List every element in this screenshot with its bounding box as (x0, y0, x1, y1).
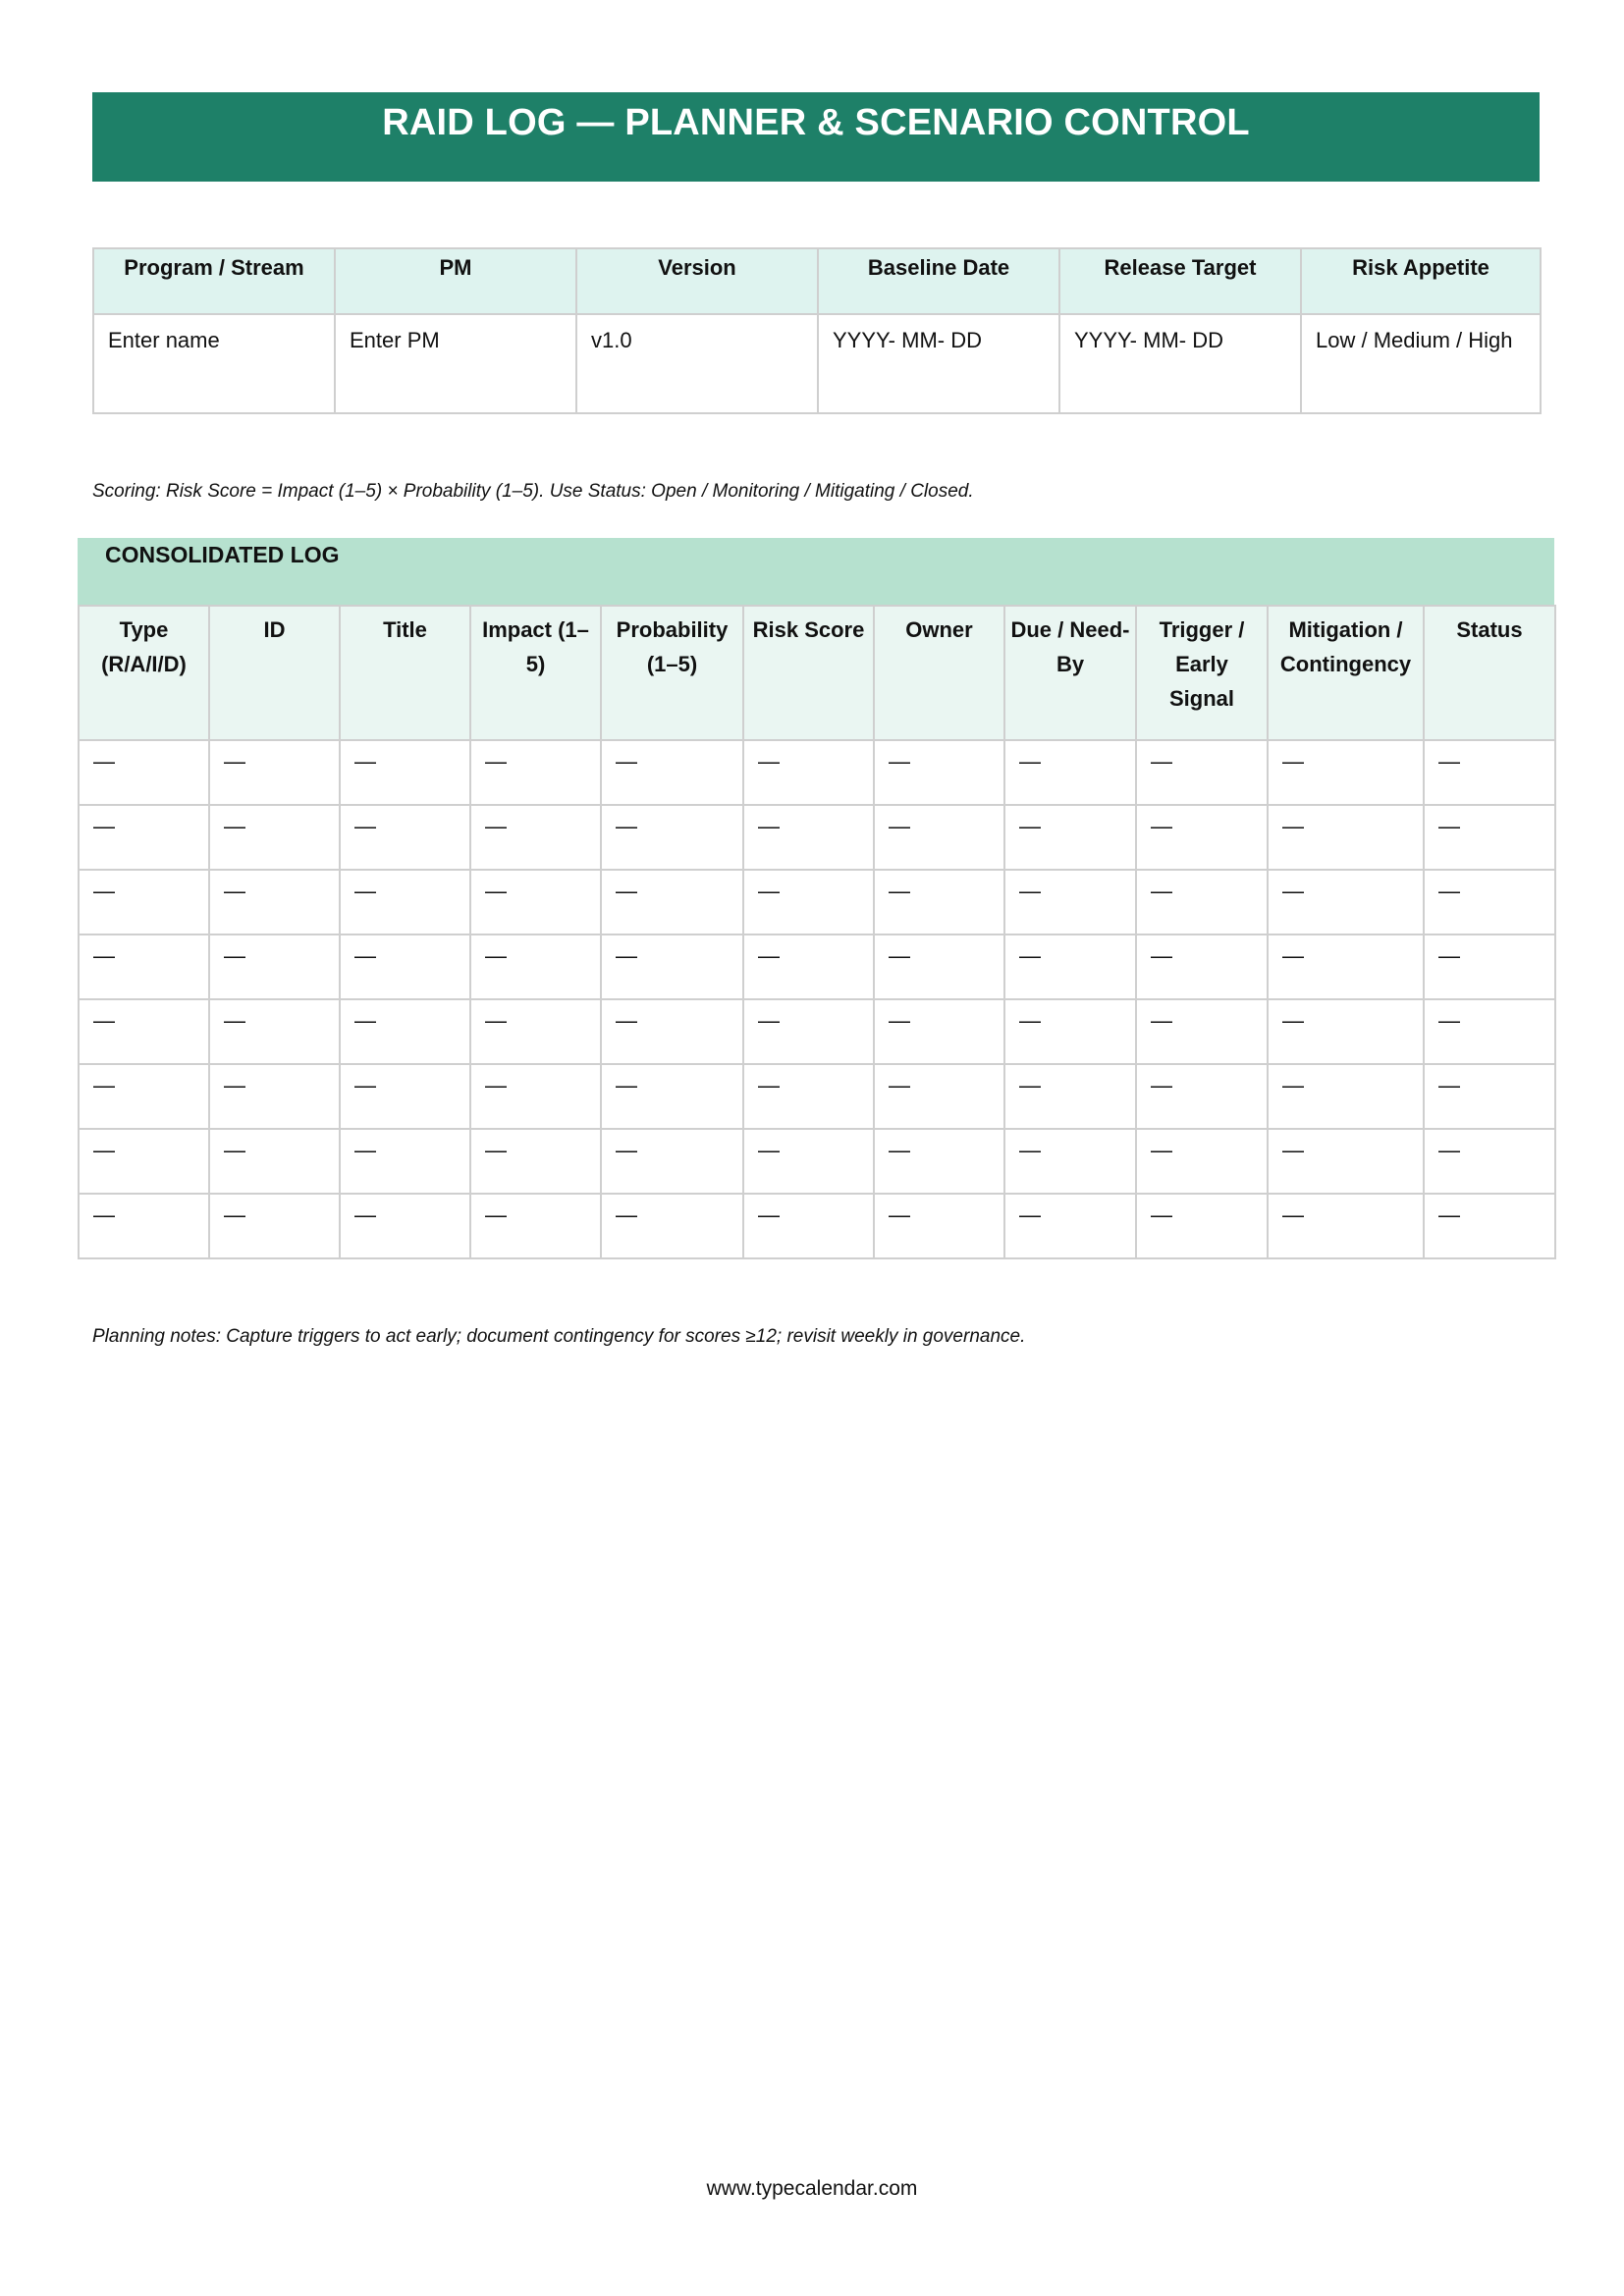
log-cell-mitigation-contingency[interactable]: — (1268, 1064, 1424, 1129)
log-cell-trigger-early-signal[interactable]: — (1136, 999, 1268, 1064)
log-cell-status[interactable]: — (1424, 1064, 1555, 1129)
scoring-note: Scoring: Risk Score = Impact (1–5) × Probability (1–5). Use Status: Open / Monitoring / Mitigating / Closed. (92, 481, 974, 502)
log-cell-title[interactable]: — (340, 805, 470, 870)
meta-value-row (93, 314, 1541, 413)
log-cell-impact[interactable]: — (470, 1129, 601, 1194)
log-cell-id[interactable]: — (209, 805, 340, 870)
table-row (79, 1129, 1555, 1194)
log-cell-mitigation-contingency[interactable]: — (1268, 1129, 1424, 1194)
log-cell-mitigation-contingency[interactable]: — (1268, 870, 1424, 934)
log-cell-probability[interactable]: — (601, 1194, 743, 1258)
log-cell-type[interactable]: — (79, 999, 209, 1064)
log-cell-impact[interactable]: — (470, 934, 601, 999)
log-cell-type[interactable]: — (79, 805, 209, 870)
log-cell-title[interactable]: — (340, 1064, 470, 1129)
log-cell-title[interactable]: — (340, 870, 470, 934)
log-cell-due-need-by[interactable]: — (1004, 1129, 1136, 1194)
release-target-field[interactable]: YYYY- MM- DD (1059, 314, 1301, 413)
table-row (79, 870, 1555, 934)
log-cell-status[interactable]: — (1424, 1129, 1555, 1194)
log-cell-status[interactable]: — (1424, 740, 1555, 805)
log-cell-id[interactable]: — (209, 1194, 340, 1258)
log-cell-trigger-early-signal[interactable]: — (1136, 934, 1268, 999)
log-cell-owner[interactable]: — (874, 1194, 1004, 1258)
log-cell-owner[interactable]: — (874, 740, 1004, 805)
log-cell-impact[interactable]: — (470, 999, 601, 1064)
log-cell-impact[interactable]: — (470, 1194, 601, 1258)
log-cell-due-need-by[interactable]: — (1004, 805, 1136, 870)
log-cell-risk-score[interactable]: — (743, 870, 874, 934)
log-cell-type[interactable]: — (79, 1129, 209, 1194)
log-cell-type[interactable]: — (79, 934, 209, 999)
table-row (79, 1194, 1555, 1258)
log-cell-trigger-early-signal[interactable]: — (1136, 805, 1268, 870)
log-cell-mitigation-contingency[interactable]: — (1268, 999, 1424, 1064)
log-cell-id[interactable]: — (209, 870, 340, 934)
log-cell-type[interactable]: — (79, 1064, 209, 1129)
log-cell-probability[interactable]: — (601, 999, 743, 1064)
log-header-type: Type (R/A/I/D) (79, 606, 209, 740)
page-title: RAID LOG — PLANNER & SCENARIO CONTROL (92, 92, 1540, 182)
log-header-mitigation-contingency: Mitigation / Contingency (1268, 606, 1424, 740)
log-cell-status[interactable]: — (1424, 1194, 1555, 1258)
log-cell-owner[interactable]: — (874, 934, 1004, 999)
log-cell-mitigation-contingency[interactable]: — (1268, 934, 1424, 999)
log-cell-impact[interactable]: — (470, 740, 601, 805)
log-cell-title[interactable]: — (340, 1194, 470, 1258)
log-header-owner: Owner (874, 606, 1004, 740)
log-cell-risk-score[interactable]: — (743, 805, 874, 870)
log-cell-probability[interactable]: — (601, 805, 743, 870)
log-header-status: Status (1424, 606, 1555, 740)
log-cell-due-need-by[interactable]: — (1004, 1064, 1136, 1129)
log-cell-trigger-early-signal[interactable]: — (1136, 1129, 1268, 1194)
log-cell-risk-score[interactable]: — (743, 1064, 874, 1129)
log-cell-due-need-by[interactable]: — (1004, 870, 1136, 934)
table-row (79, 740, 1555, 805)
log-header-id: ID (209, 606, 340, 740)
log-cell-probability[interactable]: — (601, 1129, 743, 1194)
log-header-trigger-early-signal: Trigger / Early Signal (1136, 606, 1268, 740)
log-cell-probability[interactable]: — (601, 870, 743, 934)
log-header-row (79, 606, 1555, 740)
log-cell-impact[interactable]: — (470, 1064, 601, 1129)
log-cell-id[interactable]: — (209, 740, 340, 805)
log-cell-due-need-by[interactable]: — (1004, 934, 1136, 999)
version-field[interactable]: v1.0 (576, 314, 818, 413)
table-row (79, 999, 1555, 1064)
log-cell-status[interactable]: — (1424, 999, 1555, 1064)
log-cell-status[interactable]: — (1424, 805, 1555, 870)
log-cell-trigger-early-signal[interactable]: — (1136, 1064, 1268, 1129)
log-cell-owner[interactable]: — (874, 1129, 1004, 1194)
meta-header-release-target: Release Target (1059, 248, 1301, 314)
log-header-due-need-by: Due / Need- By (1004, 606, 1136, 740)
log-cell-trigger-early-signal[interactable]: — (1136, 1194, 1268, 1258)
log-cell-id[interactable]: — (209, 934, 340, 999)
log-cell-probability[interactable]: — (601, 1064, 743, 1129)
log-cell-owner[interactable]: — (874, 870, 1004, 934)
log-cell-mitigation-contingency[interactable]: — (1268, 1194, 1424, 1258)
log-header-title: Title (340, 606, 470, 740)
log-cell-type[interactable]: — (79, 740, 209, 805)
log-cell-due-need-by[interactable]: — (1004, 1194, 1136, 1258)
log-cell-mitigation-contingency[interactable]: — (1268, 805, 1424, 870)
log-cell-id[interactable]: — (209, 999, 340, 1064)
table-row (79, 805, 1555, 870)
log-cell-risk-score[interactable]: — (743, 999, 874, 1064)
log-cell-owner[interactable]: — (874, 999, 1004, 1064)
risk-appetite-field[interactable]: Low / Medium / High (1301, 314, 1541, 413)
log-cell-risk-score[interactable]: — (743, 740, 874, 805)
log-cell-status[interactable]: — (1424, 934, 1555, 999)
log-cell-type[interactable]: — (79, 870, 209, 934)
log-cell-title[interactable]: — (340, 934, 470, 999)
log-cell-id[interactable]: — (209, 1129, 340, 1194)
table-row (79, 1064, 1555, 1129)
log-cell-impact[interactable]: — (470, 805, 601, 870)
log-section-title: CONSOLIDATED LOG (78, 538, 1554, 605)
meta-header-row (93, 248, 1541, 314)
meta-header-baseline-date: Baseline Date (818, 248, 1059, 314)
meta-header-version: Version (576, 248, 818, 314)
log-cell-due-need-by[interactable]: — (1004, 999, 1136, 1064)
baseline-date-field[interactable]: YYYY- MM- DD (818, 314, 1059, 413)
log-cell-due-need-by[interactable]: — (1004, 740, 1136, 805)
project-meta-table (92, 247, 1542, 414)
log-cell-trigger-early-signal[interactable]: — (1136, 870, 1268, 934)
log-cell-impact[interactable]: — (470, 870, 601, 934)
table-row (79, 934, 1555, 999)
meta-header-risk-appetite: Risk Appetite (1301, 248, 1541, 314)
log-cell-probability[interactable]: — (601, 934, 743, 999)
consolidated-log-table (78, 605, 1556, 1259)
log-cell-title[interactable]: — (340, 740, 470, 805)
log-cell-owner[interactable]: — (874, 805, 1004, 870)
log-cell-mitigation-contingency[interactable]: — (1268, 740, 1424, 805)
footer-url: www.typecalendar.com (706, 2177, 918, 2200)
planning-note: Planning notes: Capture triggers to act early; document contingency for scores ≥12; revisit weekly in governance. (92, 1326, 1026, 1347)
log-cell-risk-score[interactable]: — (743, 1194, 874, 1258)
log-cell-risk-score[interactable]: — (743, 1129, 874, 1194)
log-cell-id[interactable]: — (209, 1064, 340, 1129)
pm-field[interactable]: Enter PM (335, 314, 576, 413)
log-header-probability: Probability (1–5) (601, 606, 743, 740)
log-cell-trigger-early-signal[interactable]: — (1136, 740, 1268, 805)
log-header-impact: Impact (1–5) (470, 606, 601, 740)
log-cell-title[interactable]: — (340, 1129, 470, 1194)
log-cell-probability[interactable]: — (601, 740, 743, 805)
log-cell-status[interactable]: — (1424, 870, 1555, 934)
meta-header-pm: PM (335, 248, 576, 314)
program-name-field[interactable]: Enter name (93, 314, 335, 413)
log-cell-risk-score[interactable]: — (743, 934, 874, 999)
meta-header-program: Program / Stream (93, 248, 335, 314)
log-header-risk-score: Risk Score (743, 606, 874, 740)
log-cell-type[interactable]: — (79, 1194, 209, 1258)
log-cell-owner[interactable]: — (874, 1064, 1004, 1129)
log-cell-title[interactable]: — (340, 999, 470, 1064)
